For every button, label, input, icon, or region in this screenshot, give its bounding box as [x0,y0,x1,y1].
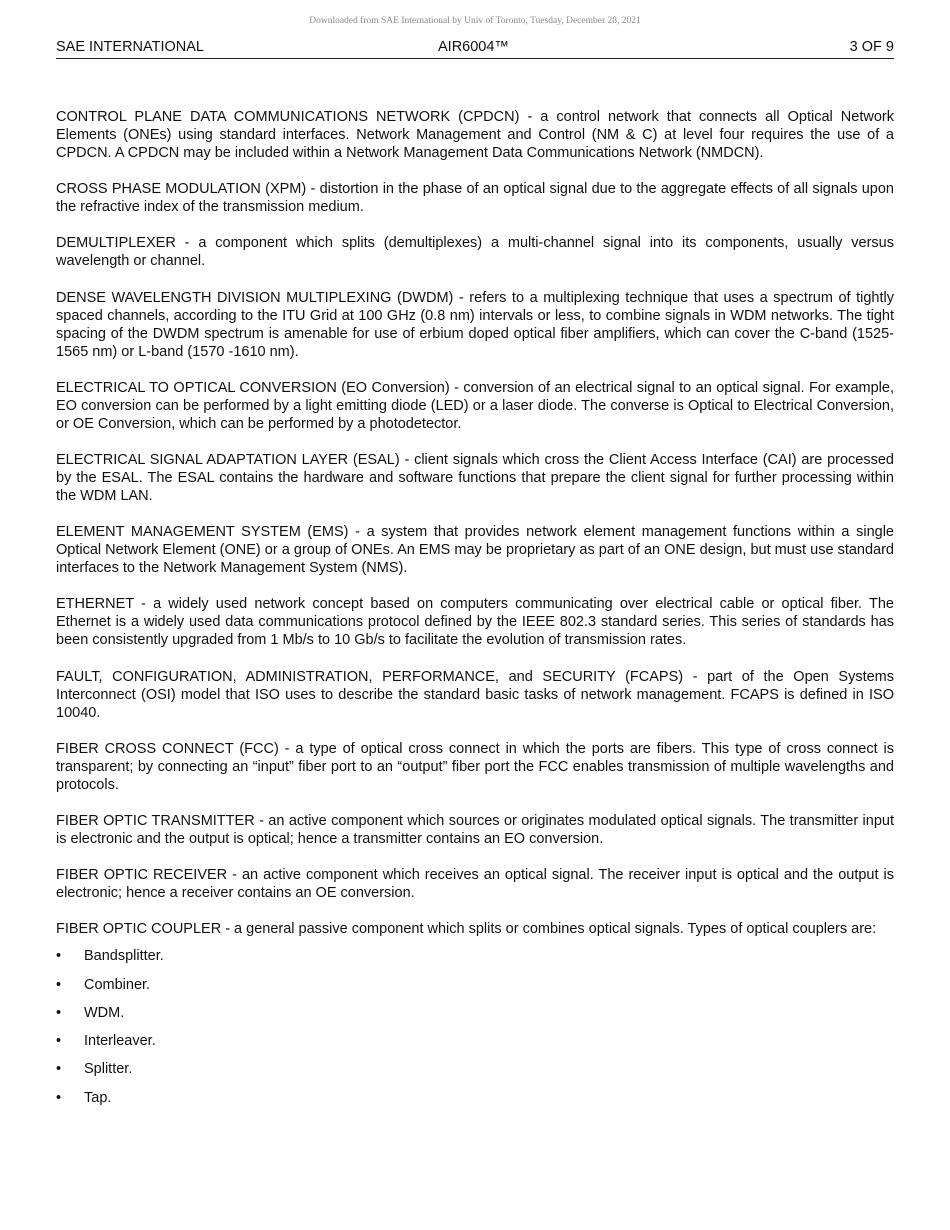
list-item-text: Splitter. [84,1061,133,1078]
bullet-icon: • [56,1004,62,1021]
definition-xpm: CROSS PHASE MODULATION (XPM) - distortion in the phase of an optical signal due to the aggregate effects of all signals upon the refractive index of the transmission medium. [56,181,894,216]
list-item [56,1032,894,1060]
definition-ems: ELEMENT MANAGEMENT SYSTEM (EMS) - a system that provides network element management functions within a single Optical Network Element (ONE) or a group of ONEs. An EMS may be proprietary as part of an ONE design, but must use standard interfaces to the Network Management System (NMS). [56,524,894,577]
bullet-icon: • [56,1061,62,1078]
list-item-text: Tap. [84,1089,112,1106]
header-page-number: 3 OF 9 [849,39,894,55]
coupler-types-list [56,947,894,1117]
document-body [56,108,894,1117]
definition-eo-conversion: ELECTRICAL TO OPTICAL CONVERSION (EO Conversion) - conversion of an electrical signal to an optical signal. For example, EO conversion can be performed by a light emitting diode (LED) or a laser diode. The converse is Optical to Electrical Conversion, or OE Conversion, which can be performed by a photodetector. [56,379,894,432]
header-publisher: SAE INTERNATIONAL [56,39,204,55]
list-item [56,947,894,975]
list-item-text: Interleaver. [84,1033,156,1050]
list-item-text: Combiner. [84,976,151,993]
list-item [56,976,894,1004]
bullet-icon: • [56,976,62,993]
list-item [56,1060,894,1088]
page-header [56,38,894,59]
download-watermark: Downloaded from SAE International by Univ of Toronto, Tuesday, December 28, 2021 [309,16,641,26]
definition-fcc: FIBER CROSS CONNECT (FCC) - a type of optical cross connect in which the ports are fibers. This type of cross connect is transparent; by connecting an “input” fiber port to an “output” fiber port the FCC enables transmission of multiple wavelengths and protocols. [56,740,894,793]
list-item-text: WDM. [84,1004,125,1021]
bullet-icon: • [56,948,62,965]
definition-fiber-optic-transmitter: FIBER OPTIC TRANSMITTER - an active component which sources or originates modulated optical signals. The transmitter input is electronic and the output is optical; hence a transmitter contains an EO conversion. [56,812,894,847]
header-doc-id: AIR6004™ [438,39,509,55]
definition-dwdm: DENSE WAVELENGTH DIVISION MULTIPLEXING (DWDM) - refers to a multiplexing technique that uses a spectrum of tightly spaced channels, according to the ITU Grid at 100 GHz (0.8 nm) intervals or less, to combine signals in WDM networks. The tight spacing of the DWDM spectrum is amenable for use of erbium doped optical fiber amplifiers, which can cover the C-band (1525-1565 nm) or L-band (1570 -1610 nm). [56,289,894,360]
definition-ethernet: ETHERNET - a widely used network concept based on computers communicating over electrical cable or optical fiber. The Ethernet is a widely used data communications protocol defined by the IEEE 802.3 standard series. This series of standards has been consistently upgraded from 1 Mb/s to 10 Gb/s to facilitate the evolution of transmission rates. [56,596,894,649]
definition-demultiplexer: DEMULTIPLEXER - a component which splits (demultiplexes) a multi-channel signal into its components, usually versus wavelength or channel. [56,235,894,270]
list-item-text: Bandsplitter. [84,948,164,965]
bullet-icon: • [56,1089,62,1106]
definition-fiber-optic-coupler: FIBER OPTIC COUPLER - a general passive component which splits or combines optical signals. Types of optical couplers are: [56,921,877,938]
list-item [56,1089,894,1117]
definition-fiber-optic-receiver: FIBER OPTIC RECEIVER - an active component which receives an optical signal. The receiver input is optical and the output is electronic; hence a receiver contains an OE conversion. [56,867,894,902]
definition-fcaps: FAULT, CONFIGURATION, ADMINISTRATION, PERFORMANCE, and SECURITY (FCAPS) - part of the Open Systems Interconnect (OSI) model that ISO uses to describe the standard basic tasks of network management. FCAPS is defined in ISO 10040. [56,668,894,721]
list-item [56,1004,894,1032]
bullet-icon: • [56,1033,62,1050]
definition-cpdcn: CONTROL PLANE DATA COMMUNICATIONS NETWORK (CPDCN) - a control network that connects all Optical Network Elements (ONEs) using standard interfaces. Network Management and Control (NM & C) at level four requires the use of a CPDCN. A CPDCN may be included within a Network Management Data Communications Network (NMDCN). [56,109,894,161]
definition-esal: ELECTRICAL SIGNAL ADAPTATION LAYER (ESAL) - client signals which cross the Client Access Interface (CAI) are processed by the ESAL. The ESAL contains the hardware and software functions that prepare the client signal for further processing within the WDM LAN. [56,451,894,504]
